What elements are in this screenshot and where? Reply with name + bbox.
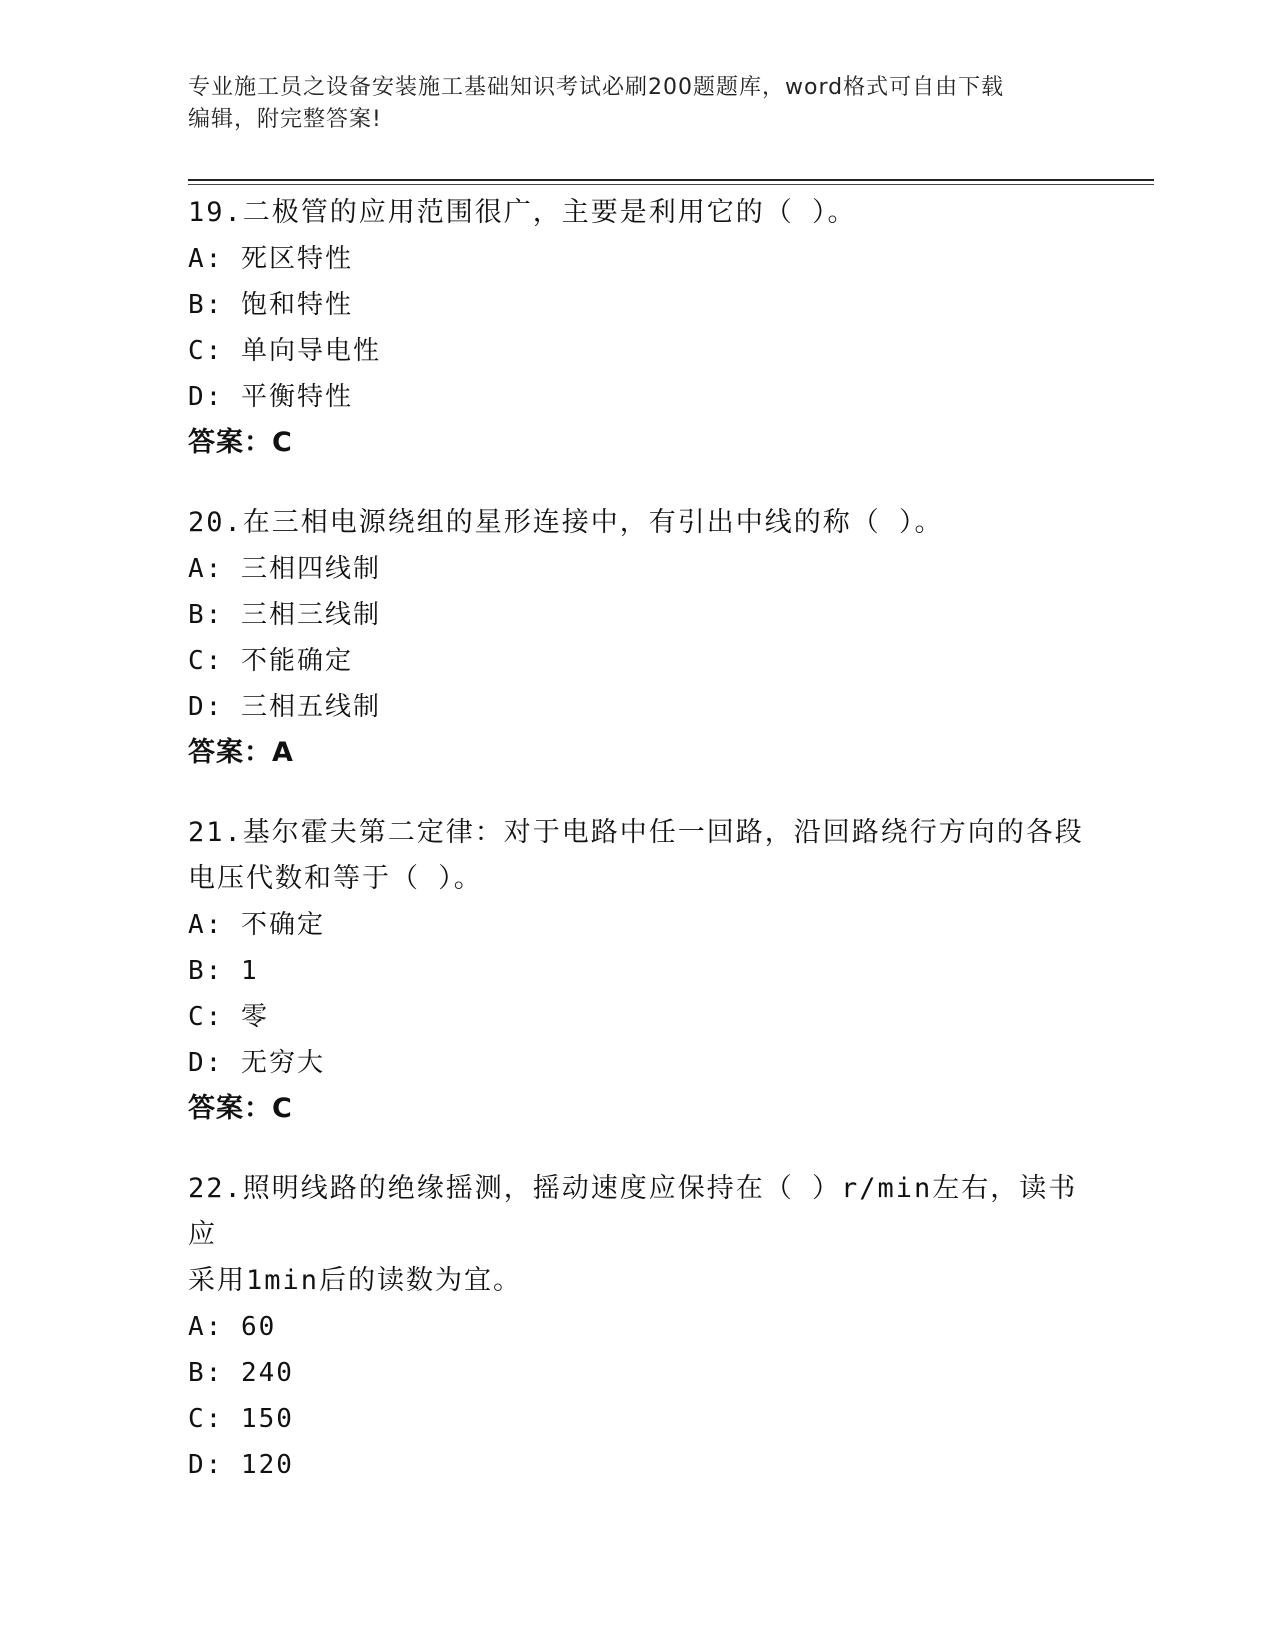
- header-divider-thin: [188, 184, 1154, 185]
- answer-option: A: 60: [188, 1312, 277, 1342]
- answer-option: D: 三相五线制: [188, 692, 381, 722]
- question-stem: 电压代数和等于（ ）。: [188, 863, 483, 894]
- answer-option: C: 150: [188, 1404, 294, 1434]
- answer-option: D: 120: [188, 1450, 294, 1480]
- header-line-2: 编辑，附完整答案!: [188, 107, 382, 132]
- answer-option: B: 1: [188, 956, 259, 986]
- answer-option: B: 240: [188, 1358, 294, 1388]
- question-block: [188, 810, 1088, 1132]
- answer-option: A: 不确定: [188, 910, 325, 940]
- answer-option: C: 零: [188, 1002, 269, 1032]
- answer-option: C: 不能确定: [188, 646, 353, 676]
- answer-key: 答案：A: [188, 737, 294, 768]
- answer-option: D: 平衡特性: [188, 382, 353, 412]
- question-stem: 采用1min后的读数为宜。: [188, 1265, 523, 1296]
- answer-option: A: 死区特性: [188, 244, 353, 274]
- answer-key: 答案：C: [188, 427, 293, 458]
- question-stem: 21.基尔霍夫第二定律：对于电路中任一回路，沿回路绕行方向的各段: [188, 817, 1084, 848]
- question-stem: 19.二极管的应用范围很广，主要是利用它的（ ）。: [188, 197, 857, 228]
- question-stem: 20.在三相电源绕组的星形连接中，有引出中线的称（ ）。: [188, 507, 944, 538]
- header-divider-thick: [188, 179, 1154, 181]
- question-list: [188, 190, 1088, 1522]
- question-block: [188, 190, 1088, 466]
- answer-option: C: 单向导电性: [188, 336, 381, 366]
- answer-option: D: 无穷大: [188, 1048, 325, 1078]
- question-block: [188, 1166, 1088, 1488]
- document-header: [188, 72, 1088, 136]
- answer-key: 答案：C: [188, 1093, 293, 1124]
- answer-option: B: 三相三线制: [188, 600, 381, 630]
- header-line-1: 专业施工员之设备安装施工基础知识考试必刷200题题库，word格式可自由下载: [188, 75, 1005, 100]
- answer-option: A: 三相四线制: [188, 554, 381, 584]
- question-block: [188, 500, 1088, 776]
- question-stem: 22.照明线路的绝缘摇测，摇动速度应保持在（ ）r/min左右，读书应: [188, 1173, 1078, 1250]
- answer-option: B: 饱和特性: [188, 290, 353, 320]
